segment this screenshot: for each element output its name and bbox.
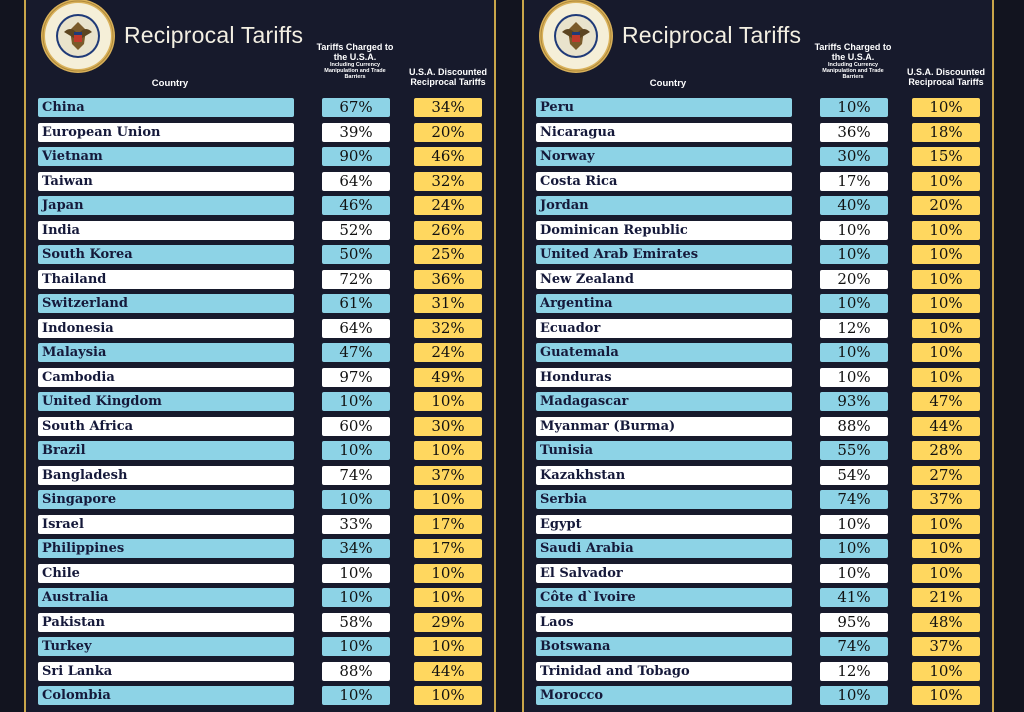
presidential-seal-icon [40, 0, 116, 74]
country-cell: Vietnam [38, 147, 294, 166]
discounted-tariff-cell: 28% [912, 441, 980, 460]
charged-tariff-cell: 12% [820, 319, 888, 338]
charged-tariff-cell: 50% [322, 245, 390, 264]
country-cell: Dominican Republic [536, 221, 792, 240]
charged-tariff-cell: 10% [820, 343, 888, 362]
table-row [524, 341, 992, 366]
charged-tariff-cell: 10% [322, 588, 390, 607]
charged-tariff-cell: 41% [820, 588, 888, 607]
column-header-discount: U.S.A. Discounted Reciprocal Tariffs [906, 67, 985, 87]
discounted-tariff-cell: 30% [414, 417, 482, 436]
table-row [524, 684, 992, 709]
charged-tariff-cell: 12% [820, 662, 888, 681]
table-row [524, 243, 992, 268]
discounted-tariff-cell: 44% [414, 662, 482, 681]
table-row [524, 194, 992, 219]
discounted-tariff-cell: 10% [414, 392, 482, 411]
table-row [524, 660, 992, 685]
discounted-tariff-cell: 10% [912, 172, 980, 191]
table-row [524, 611, 992, 636]
discounted-tariff-cell: 48% [912, 613, 980, 632]
country-cell: Chile [38, 564, 294, 583]
column-header-charged-note: Including Currency Manipulation and Trade Barriers [822, 62, 884, 80]
charged-tariff-cell: 34% [322, 539, 390, 558]
discounted-tariff-cell: 10% [912, 270, 980, 289]
country-cell: Ecuador [536, 319, 792, 338]
discounted-tariff-cell: 10% [414, 637, 482, 656]
table-row [26, 537, 494, 562]
charged-tariff-cell: 10% [322, 564, 390, 583]
discounted-tariff-cell: 36% [414, 270, 482, 289]
table-row [26, 586, 494, 611]
charged-tariff-cell: 40% [820, 196, 888, 215]
table-row [26, 513, 494, 538]
charged-tariff-cell: 47% [322, 343, 390, 362]
discounted-tariff-cell: 44% [912, 417, 980, 436]
table-row [26, 464, 494, 489]
country-cell: Switzerland [38, 294, 294, 313]
country-cell: Singapore [38, 490, 294, 509]
discounted-tariff-cell: 49% [414, 368, 482, 387]
discounted-tariff-cell: 10% [414, 564, 482, 583]
charged-tariff-cell: 54% [820, 466, 888, 485]
country-cell: El Salvador [536, 564, 792, 583]
table-row [26, 390, 494, 415]
table-row [524, 170, 992, 195]
presidential-seal-icon [538, 0, 614, 74]
country-cell: Saudi Arabia [536, 539, 792, 558]
country-cell: Peru [536, 98, 792, 117]
column-header-charged [812, 42, 894, 80]
discounted-tariff-cell: 10% [912, 564, 980, 583]
charged-tariff-cell: 39% [322, 123, 390, 142]
column-header-charged-label: Tariffs Charged to the U.S.A. [814, 42, 892, 62]
charged-tariff-cell: 93% [820, 392, 888, 411]
country-cell: Colombia [38, 686, 294, 705]
charged-tariff-cell: 10% [820, 245, 888, 264]
table-row [524, 121, 992, 146]
column-header-country: Country [151, 78, 189, 89]
charged-tariff-cell: 61% [322, 294, 390, 313]
table-row [26, 366, 494, 391]
country-cell: Myanmar (Burma) [536, 417, 792, 436]
discounted-tariff-cell: 10% [414, 588, 482, 607]
charged-tariff-cell: 72% [322, 270, 390, 289]
charged-tariff-cell: 10% [820, 515, 888, 534]
country-cell: Honduras [536, 368, 792, 387]
charged-tariff-cell: 46% [322, 196, 390, 215]
charged-tariff-cell: 17% [820, 172, 888, 191]
charged-tariff-cell: 60% [322, 417, 390, 436]
table-row [524, 366, 992, 391]
table-row [524, 317, 992, 342]
charged-tariff-cell: 10% [322, 490, 390, 509]
country-cell: Guatemala [536, 343, 792, 362]
table-row [26, 194, 494, 219]
country-cell: Sri Lanka [38, 662, 294, 681]
country-cell: Argentina [536, 294, 792, 313]
table-row [26, 317, 494, 342]
column-header-country: Country [649, 78, 687, 89]
country-cell: United Kingdom [38, 392, 294, 411]
country-cell: Costa Rica [536, 172, 792, 191]
table-row [524, 439, 992, 464]
discounted-tariff-cell: 10% [414, 441, 482, 460]
table-row [524, 145, 992, 170]
country-cell: Bangladesh [38, 466, 294, 485]
table-row [26, 439, 494, 464]
discounted-tariff-cell: 24% [414, 196, 482, 215]
table-row [26, 170, 494, 195]
country-cell: Tunisia [536, 441, 792, 460]
table-row [26, 96, 494, 121]
discounted-tariff-cell: 31% [414, 294, 482, 313]
charged-tariff-cell: 55% [820, 441, 888, 460]
charged-tariff-cell: 20% [820, 270, 888, 289]
discounted-tariff-cell: 20% [912, 196, 980, 215]
discounted-tariff-cell: 10% [912, 319, 980, 338]
charged-tariff-cell: 10% [322, 392, 390, 411]
country-cell: New Zealand [536, 270, 792, 289]
country-cell: Trinidad and Tobago [536, 662, 792, 681]
tariff-rows-right [524, 96, 992, 709]
country-cell: South Africa [38, 417, 294, 436]
discounted-tariff-cell: 46% [414, 147, 482, 166]
discounted-tariff-cell: 21% [912, 588, 980, 607]
country-cell: Egypt [536, 515, 792, 534]
country-cell: South Korea [38, 245, 294, 264]
table-row [26, 121, 494, 146]
discounted-tariff-cell: 37% [414, 466, 482, 485]
country-cell: Botswana [536, 637, 792, 656]
country-cell: Philippines [38, 539, 294, 558]
country-cell: Norway [536, 147, 792, 166]
table-row [524, 96, 992, 121]
charged-tariff-cell: 10% [820, 686, 888, 705]
discounted-tariff-cell: 17% [414, 515, 482, 534]
discounted-tariff-cell: 10% [912, 98, 980, 117]
table-row [26, 660, 494, 685]
table-row [524, 292, 992, 317]
charged-tariff-cell: 10% [322, 637, 390, 656]
table-row [524, 390, 992, 415]
discounted-tariff-cell: 17% [414, 539, 482, 558]
discounted-tariff-cell: 34% [414, 98, 482, 117]
table-row [26, 562, 494, 587]
country-cell: United Arab Emirates [536, 245, 792, 264]
discounted-tariff-cell: 37% [912, 490, 980, 509]
discounted-tariff-cell: 10% [912, 662, 980, 681]
charged-tariff-cell: 36% [820, 123, 888, 142]
table-row [26, 243, 494, 268]
column-header-charged-note: Including Currency Manipulation and Trade Barriers [324, 62, 386, 80]
table-row [26, 488, 494, 513]
country-cell: Jordan [536, 196, 792, 215]
discounted-tariff-cell: 10% [912, 343, 980, 362]
discounted-tariff-cell: 10% [414, 490, 482, 509]
charged-tariff-cell: 58% [322, 613, 390, 632]
charged-tariff-cell: 74% [322, 466, 390, 485]
charged-tariff-cell: 64% [322, 172, 390, 191]
page-title: Reciprocal Tariffs [622, 22, 802, 48]
table-row [524, 268, 992, 293]
country-cell: Australia [38, 588, 294, 607]
country-cell: Malaysia [38, 343, 294, 362]
charged-tariff-cell: 10% [322, 441, 390, 460]
country-cell: Cambodia [38, 368, 294, 387]
country-cell: Brazil [38, 441, 294, 460]
table-row [524, 586, 992, 611]
country-cell: Laos [536, 613, 792, 632]
discounted-tariff-cell: 26% [414, 221, 482, 240]
country-cell: Turkey [38, 637, 294, 656]
charged-tariff-cell: 97% [322, 368, 390, 387]
charged-tariff-cell: 67% [322, 98, 390, 117]
table-row [26, 268, 494, 293]
column-header-discount: U.S.A. Discounted Reciprocal Tariffs [408, 67, 487, 87]
charged-tariff-cell: 88% [322, 662, 390, 681]
table-row [26, 415, 494, 440]
country-cell: Indonesia [38, 319, 294, 338]
discounted-tariff-cell: 47% [912, 392, 980, 411]
column-header-charged [314, 42, 396, 80]
charged-tariff-cell: 10% [322, 686, 390, 705]
table-row [524, 513, 992, 538]
charged-tariff-cell: 10% [820, 294, 888, 313]
discounted-tariff-cell: 10% [912, 221, 980, 240]
table-row [524, 219, 992, 244]
discounted-tariff-cell: 18% [912, 123, 980, 142]
table-row [524, 635, 992, 660]
charged-tariff-cell: 90% [322, 147, 390, 166]
discounted-tariff-cell: 20% [414, 123, 482, 142]
charged-tariff-cell: 30% [820, 147, 888, 166]
country-cell: Pakistan [38, 613, 294, 632]
discounted-tariff-cell: 24% [414, 343, 482, 362]
table-row [26, 611, 494, 636]
table-row [26, 219, 494, 244]
discounted-tariff-cell: 32% [414, 319, 482, 338]
charged-tariff-cell: 95% [820, 613, 888, 632]
charged-tariff-cell: 33% [322, 515, 390, 534]
table-row [524, 488, 992, 513]
table-row [26, 292, 494, 317]
charged-tariff-cell: 64% [322, 319, 390, 338]
table-row [26, 635, 494, 660]
page-title: Reciprocal Tariffs [124, 22, 304, 48]
country-cell: Japan [38, 196, 294, 215]
charged-tariff-cell: 88% [820, 417, 888, 436]
charged-tariff-cell: 10% [820, 98, 888, 117]
country-cell: Madagascar [536, 392, 792, 411]
country-cell: China [38, 98, 294, 117]
table-row [524, 537, 992, 562]
discounted-tariff-cell: 27% [912, 466, 980, 485]
discounted-tariff-cell: 10% [912, 245, 980, 264]
charged-tariff-cell: 10% [820, 221, 888, 240]
discounted-tariff-cell: 15% [912, 147, 980, 166]
discounted-tariff-cell: 29% [414, 613, 482, 632]
table-row [26, 684, 494, 709]
discounted-tariff-cell: 32% [414, 172, 482, 191]
charged-tariff-cell: 10% [820, 539, 888, 558]
country-cell: Nicaragua [536, 123, 792, 142]
discounted-tariff-cell: 10% [912, 368, 980, 387]
charged-tariff-cell: 10% [820, 564, 888, 583]
charged-tariff-cell: 74% [820, 490, 888, 509]
discounted-tariff-cell: 37% [912, 637, 980, 656]
discounted-tariff-cell: 10% [912, 515, 980, 534]
table-row [524, 415, 992, 440]
discounted-tariff-cell: 25% [414, 245, 482, 264]
table-row [26, 145, 494, 170]
table-row [524, 464, 992, 489]
table-row [524, 562, 992, 587]
discounted-tariff-cell: 10% [912, 686, 980, 705]
charged-tariff-cell: 52% [322, 221, 390, 240]
charged-tariff-cell: 74% [820, 637, 888, 656]
discounted-tariff-cell: 10% [912, 294, 980, 313]
country-cell: European Union [38, 123, 294, 142]
table-row [26, 341, 494, 366]
country-cell: India [38, 221, 294, 240]
tariff-panel-right [522, 0, 994, 712]
tariff-rows-left [26, 96, 494, 709]
charged-tariff-cell: 10% [820, 368, 888, 387]
country-cell: Thailand [38, 270, 294, 289]
country-cell: Morocco [536, 686, 792, 705]
country-cell: Kazakhstan [536, 466, 792, 485]
discounted-tariff-cell: 10% [912, 539, 980, 558]
country-cell: Israel [38, 515, 294, 534]
country-cell: Taiwan [38, 172, 294, 191]
column-header-charged-label: Tariffs Charged to the U.S.A. [316, 42, 394, 62]
tariff-panel-left [24, 0, 496, 712]
country-cell: Côte d`Ivoire [536, 588, 792, 607]
discounted-tariff-cell: 10% [414, 686, 482, 705]
country-cell: Serbia [536, 490, 792, 509]
